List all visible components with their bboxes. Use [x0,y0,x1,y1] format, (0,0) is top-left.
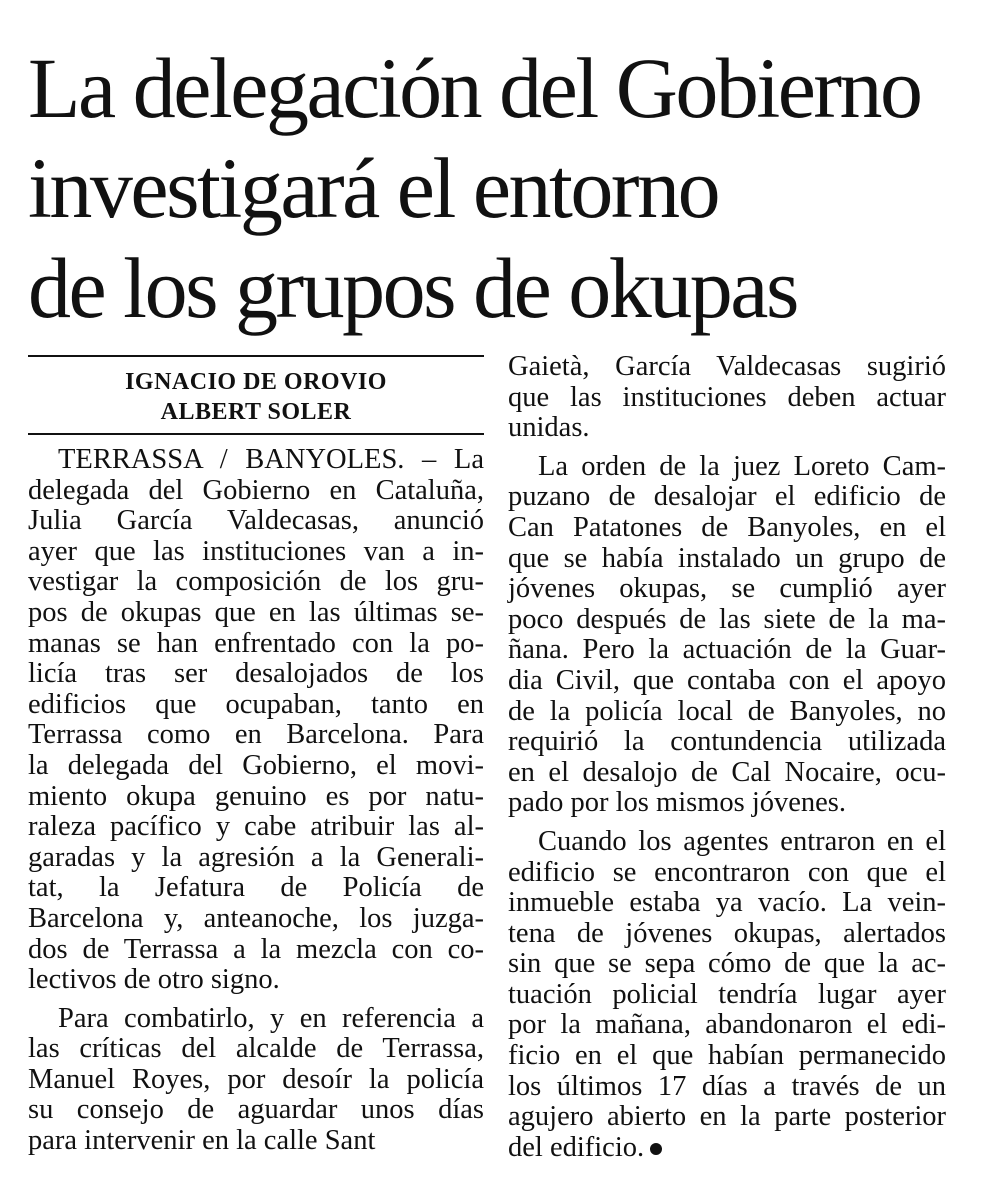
byline [28,357,484,433]
article-paragraph [508,352,946,444]
text-line: que se había instalado un grupo de [508,542,946,574]
text-line: del edificio. [508,1133,946,1164]
text-line: Gaietà, García Valdecasas sugirió [508,351,946,382]
text-line: Cuando los agentes entraron en el [538,825,946,857]
text-line: unidas. [508,412,590,444]
article-paragraph [508,452,946,819]
author-name: ALBERT SOLER [160,399,352,425]
text-line: licía tras ser desalojados de los [28,658,484,690]
text-line: poco después de las siete de la ma- [508,603,946,635]
text-line: pado por los mismos jóvenes. [508,787,847,819]
text-line: tena de jóvenes okupas, alertados [508,917,946,949]
article-paragraph [508,827,946,1164]
text-line: Terrassa como en Barcelona. Para [28,719,484,751]
text-line: puzano de desalojar el edificio de [508,481,946,513]
text-line: lectivos de otro signo. [28,964,280,996]
text-line: manas se han enfrentado con la po- [28,627,484,659]
headline [28,38,958,338]
right-column [508,352,946,1171]
text-line: las críticas del alcalde de Terrassa, [28,1033,484,1065]
text-line: Julia García Valdecasas, anunció [28,505,484,537]
article-paragraph [28,1004,484,1157]
text-line: tat, la Jefatura de Policía de [28,872,484,904]
text-line: sin que se sepa cómo de que la ac- [508,948,946,980]
headline-line: de los grupos de okupas [28,240,797,336]
text-line: la delegada del Gobierno, el movi- [28,749,484,781]
left-column-body [28,435,484,1157]
text-line: requirió la contundencia utilizada [508,726,946,758]
right-column-body [508,352,946,1163]
text-line: raleza pacífico y cabe atribuir las al- [28,811,484,843]
text-line: miento okupa genuino es por natu- [28,780,484,812]
text-line: La orden de la juez Loreto Cam- [538,450,946,482]
text-line: que las instituciones deben actuar [508,381,946,413]
text-line: ficio en el que habían permanecido [508,1040,946,1072]
author-name: IGNACIO DE OROVIO [125,369,387,395]
text-line: Can Patatones de Banyoles, en el [508,511,946,543]
text-line: los últimos 17 días a través de un [508,1070,946,1102]
text-line: edificio se encontraron con que el [508,856,946,888]
text-line: vestigar la composición de los gru- [28,566,484,598]
text-line: dos de Terrassa a la mezcla con co- [28,933,484,965]
end-of-article-bullet [650,1143,662,1155]
text-line: ayer que las instituciones van a in- [28,535,484,567]
text-line: tuación policial tendría lugar ayer [508,978,946,1010]
text-line: jóvenes okupas, se cumplió ayer [508,573,946,605]
text-line: dia Civil, que contaba con el apoyo [508,664,946,696]
text-line: delegada del Gobierno en Cataluña, [28,474,484,506]
text-line: Para combatirlo, y en referencia a [58,1002,484,1034]
text-line: edificios que ocupaban, tanto en [28,688,484,720]
text-line: pos de okupas que en las últimas se- [28,596,484,628]
text-line: de la policía local de Banyoles, no [508,695,946,727]
text-line: ñana. Pero la actuación de la Guar- [508,634,946,666]
text-line: para intervenir en la calle Sant [28,1125,376,1157]
text-line: agujero abierto en la parte posterior [508,1101,946,1133]
text-line: garadas y la agresión a la Generali- [28,841,484,873]
left-column [28,355,484,1165]
text-line: inmueble estaba ya vacío. La vein- [508,887,946,919]
text-line: en el desalojo de Cal Nocaire, ocu- [508,756,946,788]
text-line: por la mañana, abandonaron el edi- [508,1009,946,1041]
text-line: Manuel Royes, por desoír la policía [28,1063,484,1095]
text-line: TERRASSA / BANYOLES. – La [58,444,484,475]
headline-line: La delegación del Gobierno [28,40,921,136]
text-line: Barcelona y, anteanoche, los juzga- [28,902,484,934]
headline-line: investigará el entorno [28,140,719,236]
text-line: su consejo de aguardar unos días [28,1094,484,1126]
article-paragraph [28,445,484,996]
